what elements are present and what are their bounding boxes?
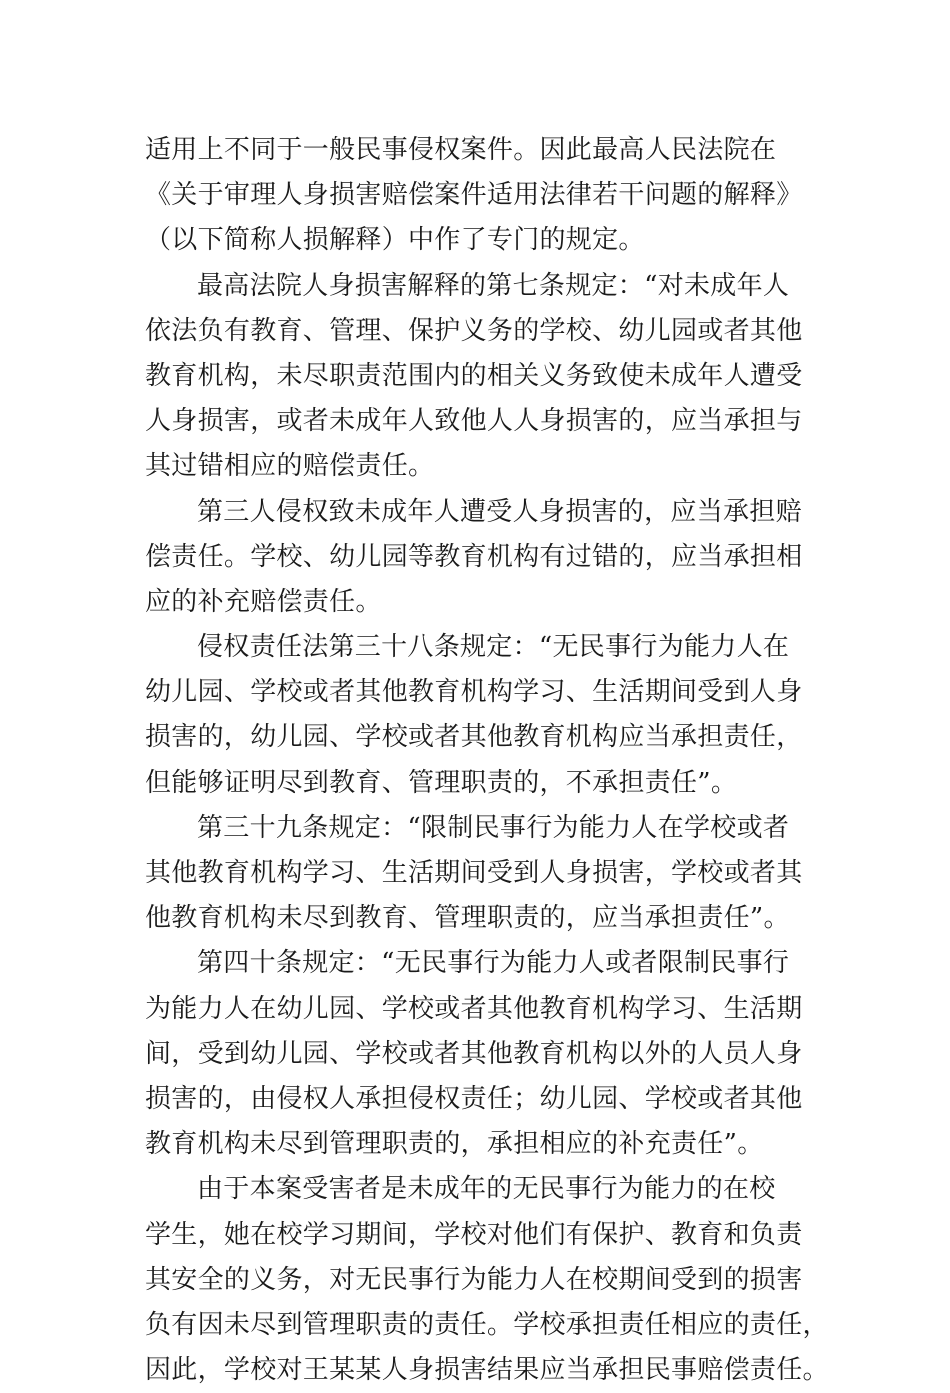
text-line: 负有因未尽到管理职责的责任。学校承担责任相应的责任， xyxy=(145,1309,829,1340)
text-line: 间，受到幼儿园、学校或者其他教育机构以外的人员人身 xyxy=(145,1038,803,1069)
paragraph-first-line: 第四十条规定：“无民事行为能力人或者限制民事行 xyxy=(197,948,790,979)
paragraph-first-line: 最高法院人身损害解释的第七条规定：“对未成年人 xyxy=(197,270,790,301)
text-line: 依法负有教育、管理、保护义务的学校、幼儿园或者其他 xyxy=(145,315,803,346)
text-line: 教育机构，未尽职责范围内的相关义务致使未成年人遭受 xyxy=(145,360,803,391)
paragraph-first-line: 第三十九条规定：“限制民事行为能力人在学校或者 xyxy=(197,812,790,843)
text-line: 《关于审理人身损害赔偿案件适用法律若干问题的解释》 xyxy=(145,180,803,211)
text-line: 偿责任。学校、幼儿园等教育机构有过错的，应当承担相 xyxy=(145,541,803,572)
paragraph-first-line: 侵权责任法第三十八条规定：“无民事行为能力人在 xyxy=(197,632,790,663)
text-line: 教育机构未尽到管理职责的，承担相应的补充责任”。 xyxy=(145,1129,764,1160)
text-line: 为能力人在幼儿园、学校或者其他教育机构学习、生活期 xyxy=(145,993,803,1024)
text-line: 应的补充赔偿责任。 xyxy=(145,586,382,617)
text-line: 学生，她在校学习期间，学校对他们有保护、教育和负责 xyxy=(145,1219,803,1250)
text-line: 其他教育机构学习、生活期间受到人身损害，学校或者其 xyxy=(145,858,803,888)
text-line: 因此，学校对王某某人身损害结果应当承担民事赔偿责任。 xyxy=(145,1355,829,1386)
text-line: （以下简称人损解释）中作了专门的规定。 xyxy=(145,225,645,256)
text-line: 其过错相应的赔偿责任。 xyxy=(145,451,435,482)
text-line: 他教育机构未尽到教育、管理职责的，应当承担责任”。 xyxy=(145,903,790,934)
text-line: 人身损害，或者未成年人致他人人身损害的，应当承担与 xyxy=(145,406,803,437)
document-body xyxy=(145,128,829,1393)
text-line: 幼儿园、学校或者其他教育机构学习、生活期间受到人身 xyxy=(145,677,803,708)
text-line: 损害的，由侵权人承担侵权责任；幼儿园、学校或者其他 xyxy=(145,1083,803,1114)
text-line: 损害的，幼儿园、学校或者其他教育机构应当承担责任， xyxy=(145,722,803,753)
paragraph-first-line: 第三人侵权致未成年人遭受人身损害的，应当承担赔 xyxy=(197,496,802,527)
text-line: 适用上不同于一般民事侵权案件。因此最高人民法院在 xyxy=(145,135,777,165)
text-line: 但能够证明尽到教育、管理职责的，不承担责任”。 xyxy=(145,767,738,798)
text-line: 其安全的义务，对无民事行为能力人在校期间受到的损害 xyxy=(145,1264,803,1295)
paragraph-first-line: 由于本案受害者是未成年的无民事行为能力的在校 xyxy=(197,1174,776,1205)
